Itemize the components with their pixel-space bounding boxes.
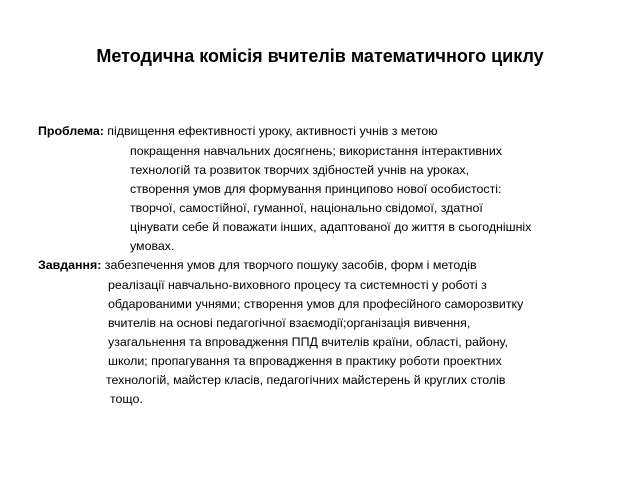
- tasks-line: вчителів на основі педагогічної взаємодії;організація вивчення,: [108, 316, 471, 330]
- problem-line: створення умов для формування принципово нової особистості:: [130, 182, 502, 196]
- tasks-label: Завдання:: [38, 258, 102, 272]
- tasks-text: забезпечення умов для творчого пошуку засобів, форм і методів: [101, 258, 477, 272]
- problem-first-line: [38, 124, 438, 139]
- tasks-line: технологій, майстер класів, педагогічних майстерень й круглих столів: [106, 373, 506, 387]
- tasks-line: узагальнення та впровадження ППД вчителів країни, області, району,: [108, 335, 508, 349]
- slide-title: Методична комісія вчителів математичного циклу: [96, 46, 544, 66]
- tasks-line: реалізації навчально-виховного процесу та системності у роботі з: [108, 278, 487, 292]
- tasks-line: обдарованими учнями; створення умов для професійного саморозвитку: [108, 297, 524, 311]
- problem-line: технологій та розвиток творчих здібностей учнів на уроках,: [130, 163, 470, 177]
- problem-line: цінувати себе й поважати інших, адаптованої до життя в сьогоднішніх: [130, 220, 532, 234]
- problem-label: Проблема:: [38, 124, 104, 138]
- problem-line: умовах.: [130, 239, 175, 253]
- problem-text: підвищення ефективності уроку, активності учнів з метою: [103, 124, 438, 138]
- tasks-line: школи; пропагування та впровадження в практику роботи проектних: [108, 354, 502, 368]
- tasks-line: тощо.: [110, 392, 143, 406]
- problem-line: творчої, самостійної, гуманної, національно свідомої, здатної: [130, 201, 483, 215]
- problem-line: покращення навчальних досягнень; використання інтерактивних: [130, 144, 502, 158]
- tasks-first-line: [38, 258, 477, 273]
